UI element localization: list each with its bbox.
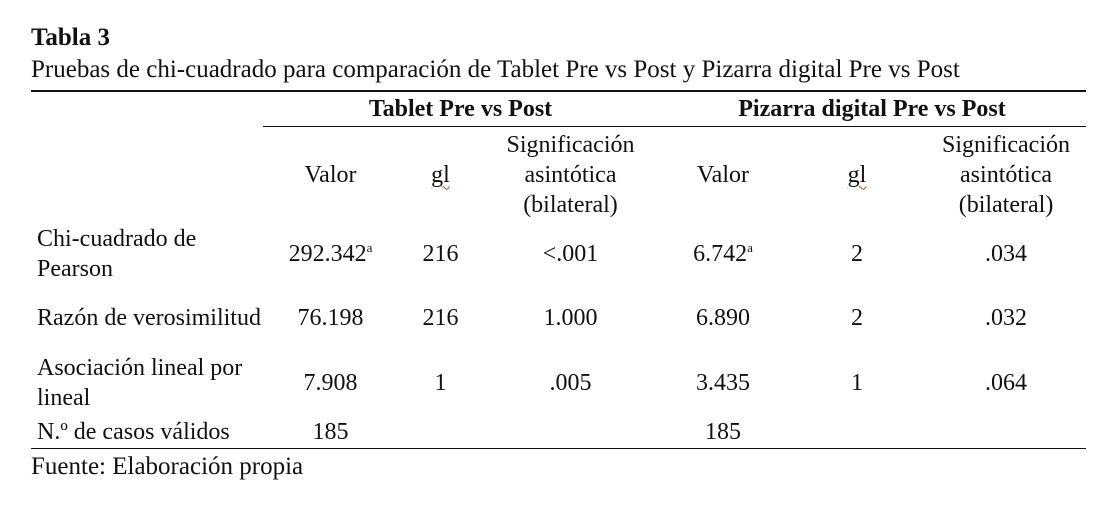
chi-square-table bbox=[31, 90, 1086, 449]
sig-line-1: Significación bbox=[506, 131, 635, 158]
tablet-valor-cell: 7.908 bbox=[303, 370, 358, 396]
pizarra-valor-cell: 6.742$^a$ bbox=[693, 240, 753, 267]
tablet-gl-cell: 216 bbox=[422, 305, 459, 331]
tablet-sig-cell: 1.000 bbox=[543, 305, 598, 331]
tablet-gl-cell: 216 bbox=[422, 241, 459, 267]
source-note: Fuente: Elaboración propia bbox=[31, 453, 304, 480]
sig-line-3: (bilateral) bbox=[523, 191, 618, 218]
pizarra-sig-cell bbox=[926, 416, 1086, 449]
pizarra-valor-cell: 3.435 bbox=[696, 370, 750, 396]
pizarra-sig-cell: .034 bbox=[985, 241, 1028, 267]
table-row bbox=[31, 222, 1086, 286]
row-label: Asociación lineal por lineal bbox=[37, 355, 243, 411]
tablet-sig-cell bbox=[483, 416, 658, 449]
row-label: Chi-cuadrado de Pearson bbox=[37, 226, 197, 282]
col-header-significacion bbox=[483, 127, 658, 223]
pizarra-sig-cell: .032 bbox=[985, 305, 1028, 331]
tablet-sig-cell: <.001 bbox=[542, 241, 599, 267]
sig-line-1: Significación bbox=[942, 131, 1070, 158]
group-header-row bbox=[31, 91, 1086, 127]
row-label: Razón de verosimilitud bbox=[37, 305, 261, 331]
tablet-gl-cell bbox=[398, 416, 483, 449]
table-title: Pruebas de chi-cuadrado para comparación de Tablet Pre vs Post y Pizarra digital Pre vs Post bbox=[31, 56, 960, 83]
tablet-gl-cell: 1 bbox=[434, 370, 447, 396]
sig-line-2: asintótica bbox=[960, 161, 1052, 188]
table-row bbox=[31, 286, 1086, 350]
footnote-marker: a bbox=[366, 240, 373, 255]
tablet-valor-cell: 185 bbox=[263, 416, 398, 449]
col-header-significacion bbox=[926, 127, 1086, 223]
empty-header-cell bbox=[31, 91, 263, 127]
pizarra-gl-cell: 1 bbox=[851, 370, 863, 396]
pizarra-gl-cell: 2 bbox=[851, 241, 863, 267]
pizarra-sig-cell: .064 bbox=[985, 370, 1028, 396]
table-row bbox=[31, 350, 1086, 416]
col-header-valor: Valor bbox=[304, 161, 357, 188]
col-header-valor: Valor bbox=[697, 161, 749, 188]
empty-header-cell bbox=[31, 127, 263, 223]
sig-line-2: asintótica bbox=[524, 161, 617, 188]
tablet-valor-cell: 292.342$^a$ bbox=[288, 240, 373, 267]
pizarra-valor-cell: 6.890 bbox=[696, 305, 750, 331]
row-label: N.º de casos válidos bbox=[31, 416, 263, 449]
tablet-valor-cell: 76.198 bbox=[297, 305, 364, 331]
group-header-tablet: Tablet Pre vs Post bbox=[263, 91, 658, 127]
pizarra-gl-cell bbox=[788, 416, 926, 449]
pizarra-gl-cell: 2 bbox=[851, 305, 863, 331]
column-header-row bbox=[31, 127, 1086, 223]
table-row bbox=[31, 416, 1086, 449]
col-header-gl: gl bbox=[431, 161, 450, 188]
table-figure bbox=[31, 22, 1086, 483]
col-header-gl: gl bbox=[847, 161, 867, 188]
pizarra-valor-cell: 185 bbox=[658, 416, 788, 449]
table-number: Tabla 3 bbox=[31, 24, 110, 51]
tablet-sig-cell: .005 bbox=[549, 370, 592, 396]
group-header-pizarra: Pizarra digital Pre vs Post bbox=[658, 91, 1086, 127]
sig-line-3: (bilateral) bbox=[958, 191, 1054, 218]
footnote-marker: a bbox=[747, 240, 753, 255]
